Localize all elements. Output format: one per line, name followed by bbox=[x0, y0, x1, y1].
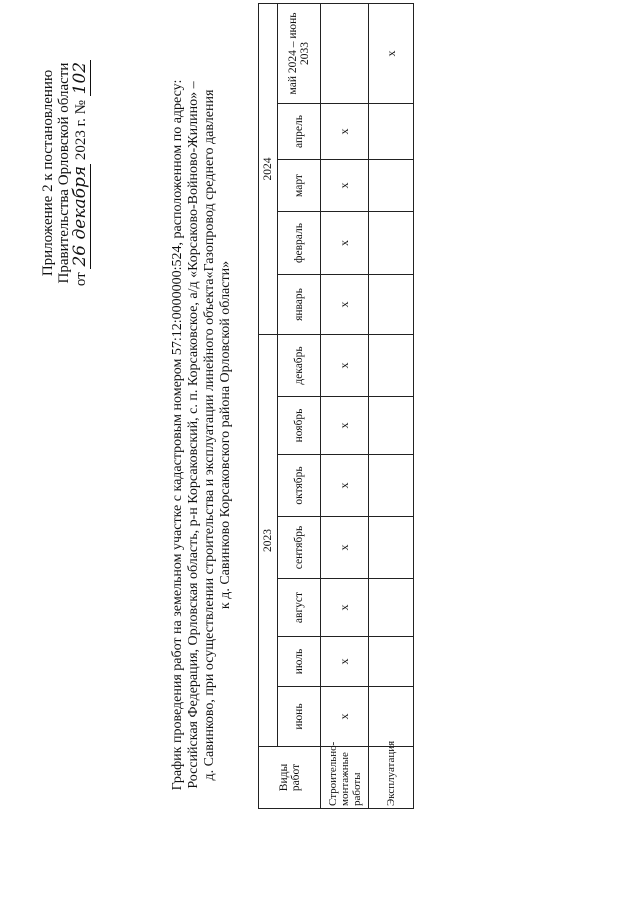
annex-line-2: Правительства Орловской области bbox=[56, 62, 72, 284]
month-header: апрель bbox=[278, 104, 321, 160]
header-year-2024: 2024 bbox=[259, 3, 278, 334]
schedule-mark: x bbox=[369, 3, 414, 103]
row-label: Строительно-монтажные работы bbox=[321, 747, 369, 809]
schedule-mark: x bbox=[321, 212, 369, 275]
schedule-mark bbox=[369, 579, 414, 637]
month-header: январь bbox=[278, 275, 321, 335]
schedule-mark bbox=[369, 687, 414, 747]
month-header: март bbox=[278, 160, 321, 212]
date-suffix: 2023 г. № bbox=[73, 100, 89, 161]
schedule-mark bbox=[369, 212, 414, 275]
schedule-mark: x bbox=[321, 335, 369, 397]
handwritten-date: 26 декабря bbox=[70, 165, 90, 267]
month-header: август bbox=[278, 579, 321, 637]
schedule-mark: x bbox=[321, 687, 369, 747]
schedule-mark: x bbox=[321, 455, 369, 517]
table-header-months bbox=[278, 3, 321, 808]
month-header: декабрь bbox=[278, 335, 321, 397]
title-line-3: д. Савинково, при осуществлении строительства и эксплуатации линейного объекта«Газопровод среднего давления bbox=[202, 89, 217, 781]
schedule-mark bbox=[369, 517, 414, 579]
schedule-mark bbox=[321, 3, 369, 103]
document-title bbox=[170, 50, 234, 820]
schedule-mark bbox=[369, 637, 414, 687]
schedule-mark bbox=[369, 455, 414, 517]
row-label: Эксплуатация bbox=[369, 747, 414, 809]
month-header: февраль bbox=[278, 212, 321, 275]
work-schedule-table bbox=[258, 3, 414, 809]
schedule-mark: x bbox=[321, 637, 369, 687]
month-header: июль bbox=[278, 637, 321, 687]
title-line-1: График проведения работ на земельном участке с кадастровым номером 57:12:0000000:524, расположенном по адресу: bbox=[170, 79, 185, 791]
month-header: сентябрь bbox=[278, 517, 321, 579]
title-line-2: Российская Федерация, Орловская область, р-н Корсаковский, с. п. Корсаковское, а/д «Корсаково-Войново-Жилино» – bbox=[186, 81, 201, 789]
header-work-types: Виды работ bbox=[259, 747, 321, 809]
period-header: май 2024 – июнь 2033 bbox=[278, 3, 321, 103]
schedule-mark bbox=[369, 397, 414, 455]
table-header-years bbox=[259, 3, 278, 808]
annex-line-3 bbox=[72, 43, 89, 303]
month-header: ноябрь bbox=[278, 397, 321, 455]
handwritten-number: 102 bbox=[70, 61, 90, 95]
schedule-mark: x bbox=[321, 275, 369, 335]
annex-reference bbox=[40, 43, 89, 303]
schedule-mark: x bbox=[321, 160, 369, 212]
schedule-mark bbox=[369, 160, 414, 212]
title-line-4: к д. Савинково Корсаковского района Орловской области» bbox=[218, 260, 233, 610]
schedule-mark: x bbox=[321, 517, 369, 579]
schedule-mark: x bbox=[321, 104, 369, 160]
schedule-mark: x bbox=[321, 397, 369, 455]
header-year-2023: 2023 bbox=[259, 335, 278, 747]
month-header: июнь bbox=[278, 687, 321, 747]
month-header: октябрь bbox=[278, 455, 321, 517]
schedule-mark bbox=[369, 275, 414, 335]
schedule-mark bbox=[369, 104, 414, 160]
table-row bbox=[321, 3, 369, 808]
table-row bbox=[369, 3, 414, 808]
annex-line-1: Приложение 2 к постановлению bbox=[40, 69, 56, 277]
date-prefix: от bbox=[73, 272, 89, 287]
schedule-mark bbox=[369, 335, 414, 397]
schedule-mark: x bbox=[321, 579, 369, 637]
